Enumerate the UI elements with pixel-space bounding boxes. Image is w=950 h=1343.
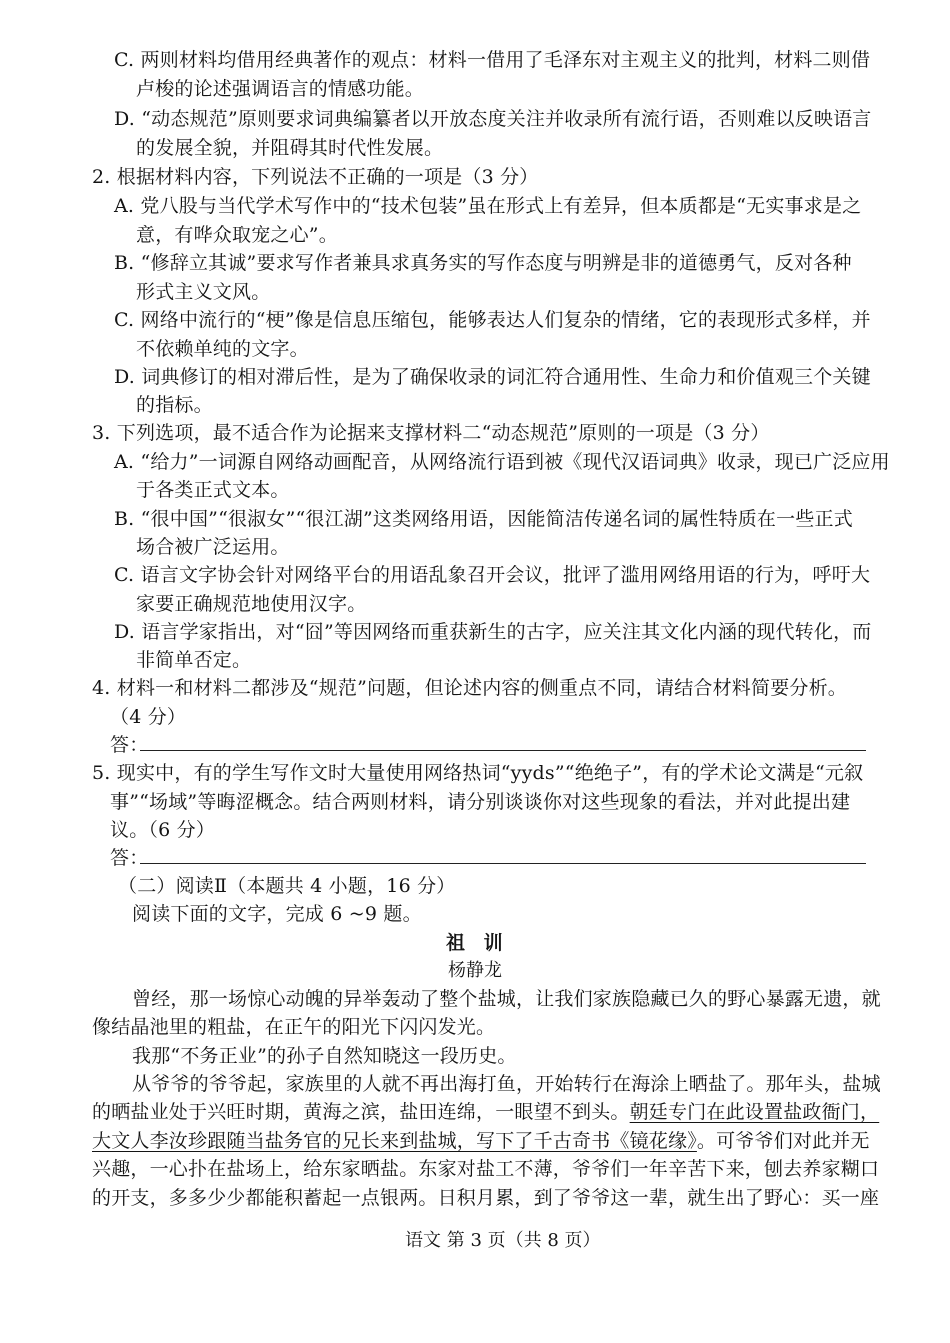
q3-option-b-line2: 场合被广泛运用。 xyxy=(136,536,290,558)
q4-answer-line[interactable] xyxy=(140,750,866,751)
q1-option-c-line1: C. 两则材料均借用经典著作的观点：材料一借用了毛泽东对主观主义的批判，材料二则借 xyxy=(114,49,871,71)
q3-option-c-line2: 家要正确规范地使用汉字。 xyxy=(136,593,367,615)
section-instruction: 阅读下面的文字，完成 6 ~9 题。 xyxy=(132,903,422,925)
q2-option-c-line2: 不依赖单纯的文字。 xyxy=(136,338,309,360)
q3-option-b-line1: B. “很中国”“很淑女”“很江湖”这类网络用语，因能简洁传递名词的属性特质在一些正式 xyxy=(114,508,853,530)
story-p3-line3 xyxy=(92,1127,870,1155)
q1-option-d-line2: 的发展全貌，并阻碍其时代性发展。 xyxy=(136,137,444,159)
story-p1-line2: 像结晶池里的粗盐，在正午的阳光下闪闪发光。 xyxy=(92,1016,496,1038)
q1-option-c-line2: 卢梭的论述强调语言的情感功能。 xyxy=(136,78,425,100)
story-p3-line1: 从爷爷的爷爷起，家族里的人就不再出海打鱼，开始转行在海涂上晒盐了。那年头，盐城 xyxy=(132,1073,881,1095)
q3-option-a-line2: 于各类正式文本。 xyxy=(136,479,290,501)
story-p3-line5: 的开支，多多少少都能积蓄起一点银两。日积月累，到了爷爷这一辈，就生出了野心：买一座 xyxy=(92,1187,880,1209)
underlined-sentence-part1: 朝廷专门在此设置盐政衙门， xyxy=(629,1101,880,1123)
q2-option-d-line2: 的指标。 xyxy=(136,394,213,416)
q3-option-a-line1: A. “给力”一词源自网络动画配音，从网络流行语到被《现代汉语词典》收录，现已广泛应用 xyxy=(114,451,890,473)
q4-stem-line1: 4. 材料一和材料二都涉及“规范”问题，但论述内容的侧重点不同，请结合材料简要分析。 xyxy=(92,677,847,699)
q5-stem-line1: 5. 现实中，有的学生写作文时大量使用网络热词“yyds”“绝绝子”，有的学术论文满是“元叙 xyxy=(92,762,864,784)
q2-option-b-line1: B. “修辞立其诚”要求写作者兼具求真务实的写作态度与明辨是非的道德勇气，反对各种 xyxy=(114,252,852,274)
story-p3-line4: 兴趣，一心扑在盐场上，给东家晒盐。东家对盐工不薄，爷爷们一年辛苦下来，刨去养家糊口 xyxy=(92,1158,880,1180)
q3-option-d-line1: D. 语言学家指出，对“囧”等因网络而重获新生的古字，应关注其文化内涵的现代转化，而 xyxy=(114,621,872,643)
story-p3-line2-text: 的晒盐业处于兴旺时期，黄海之滨，盐田连绵，一眼望不到头。 xyxy=(92,1101,630,1123)
q2-stem: 2. 根据材料内容，下列说法不正确的一项是（3 分） xyxy=(92,166,539,188)
q2-option-b-line2: 形式主义文风。 xyxy=(136,281,271,303)
story-title: 祖 训 xyxy=(446,932,509,954)
q4-answer-label: 答： xyxy=(110,734,149,756)
underlined-sentence-part2: 大文人李汝珍跟随当盐务官的兄长来到盐城，写下了千古奇书《镜花缘》 xyxy=(92,1130,697,1152)
q3-option-c-line1: C. 语言文字协会针对网络平台的用语乱象召开会议，批评了滥用网络用语的行为，呼吁大 xyxy=(114,564,871,586)
q4-stem-line2: （4 分） xyxy=(110,706,187,728)
q1-option-d-line1: D. “动态规范”原则要求词典编纂者以开放态度关注并收录所有流行语，否则难以反映语言 xyxy=(114,108,872,130)
page-footer: 语文 第 3 页（共 8 页） xyxy=(405,1230,601,1251)
q2-option-d-line1: D. 词典修订的相对滞后性，是为了确保收录的词汇符合通用性、生命力和价值观三个关键 xyxy=(114,366,871,388)
q5-stem-line3: 议。（6 分） xyxy=(110,819,216,841)
story-author: 杨静龙 xyxy=(448,960,502,981)
story-p1-line1: 曾经，那一场惊心动魄的异举轰动了整个盐城，让我们家族隐藏已久的野心暴露无遗，就 xyxy=(132,988,881,1010)
q2-option-a-line2: 意，有哗众取宠之心”。 xyxy=(136,224,338,246)
q2-option-c-line1: C. 网络中流行的“梗”像是信息压缩包，能够表达人们复杂的情绪，它的表现形式多样，并 xyxy=(114,309,871,331)
q5-answer-label: 答： xyxy=(110,847,149,869)
story-p3-line2 xyxy=(92,1098,879,1126)
q3-option-d-line2: 非简单否定。 xyxy=(136,649,252,671)
q2-option-a-line1: A. 党八股与当代学术写作中的“技术包装”虽在形式上有差异，但本质都是“无实事求是之 xyxy=(114,195,862,217)
q5-answer-line[interactable] xyxy=(140,863,866,864)
q3-stem: 3. 下列选项，最不适合作为论据来支撑材料二“动态规范”原则的一项是（3 分） xyxy=(92,422,770,444)
story-p3-line3-text: 。可爷爷们对此并无 xyxy=(696,1130,870,1152)
story-p2: 我那“不务正业”的孙子自然知晓这一段历史。 xyxy=(132,1045,517,1067)
q5-stem-line2: 事”“场域”等晦涩概念。结合两则材料，请分别谈谈你对这些现象的看法，并对此提出建 xyxy=(110,791,851,813)
section-heading: （二）阅读Ⅱ（本题共 4 小题，16 分） xyxy=(118,875,456,897)
